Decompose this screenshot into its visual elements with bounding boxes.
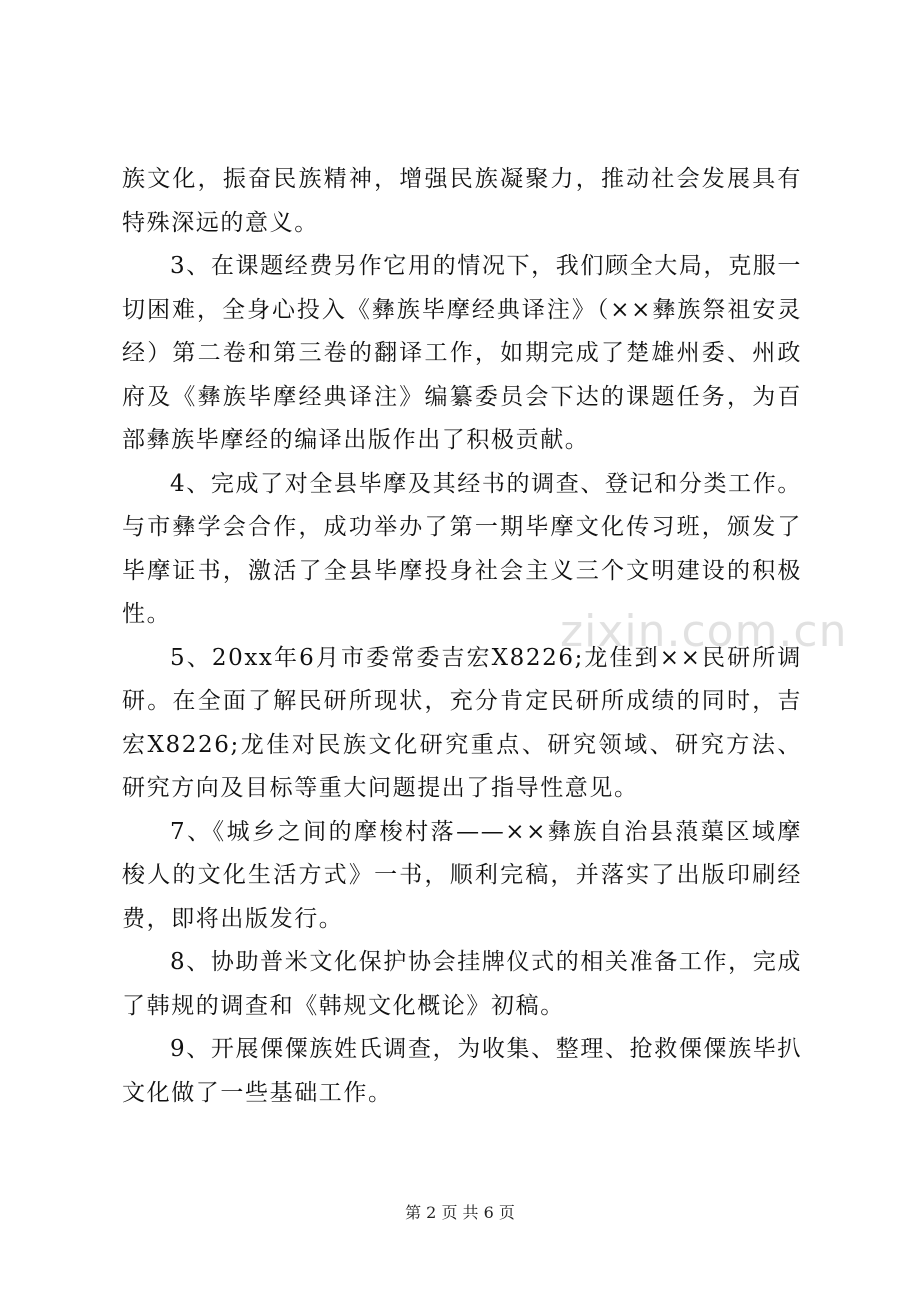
paragraph-7: 9、开展傈僳族姓氏调查，为收集、整理、抢救傈僳族毕扒文化做了一些基础工作。 xyxy=(122,1036,802,1106)
paragraph-4: 5、20xx年6月市委常委吉宏X8226;龙佳到××民研所调研。在全面了解民研所现状，充分肯定民研所成绩的同时，吉宏X8226;龙佳对民族文化研究重点、研究领域、研究方法、研究方向及目标等重大问题提出了指导性意见。 xyxy=(122,644,802,801)
paragraph-1: 族文化，振奋民族精神，增强民族凝聚力，推动社会发展具有特殊深远的意义。 xyxy=(122,166,802,236)
page-number-label: 第 2 页 共 6 页 xyxy=(405,1203,515,1222)
paragraph-5: 7、《城乡之间的摩梭村落——××彝族自治县蒗蕖区域摩梭人的文化生活方式》一书，顺利完稿，并落实了出版印刷经费，即将出版发行。 xyxy=(122,818,802,932)
paragraph-3: 4、完成了对全县毕摩及其经书的调查、登记和分类工作。与市彝学会合作，成功举办了第一期毕摩文化传习班，颁发了毕摩证书，激活了全县毕摩投身社会主义三个文明建设的积极性。 xyxy=(122,470,802,627)
document-body xyxy=(122,158,802,1115)
paragraph-6: 8、协助普米文化保护协会挂牌仪式的相关准备工作，完成了韩规的调查和《韩规文化概论》初稿。 xyxy=(122,949,802,1019)
page-footer xyxy=(0,1200,920,1223)
watermark-text: zixin.com.cn xyxy=(560,606,848,657)
paragraph-2: 3、在课题经费另作它用的情况下，我们顾全大局，克服一切困难，全身心投入《彝族毕摩经典译注》（××彝族祭祖安灵经）第二卷和第三卷的翻译工作，如期完成了楚雄州委、州政府及《彝族毕摩经典译注》编纂委员会下达的课题任务，为百部彝族毕摩经的编译出版作出了积极贡献。 xyxy=(122,253,802,453)
